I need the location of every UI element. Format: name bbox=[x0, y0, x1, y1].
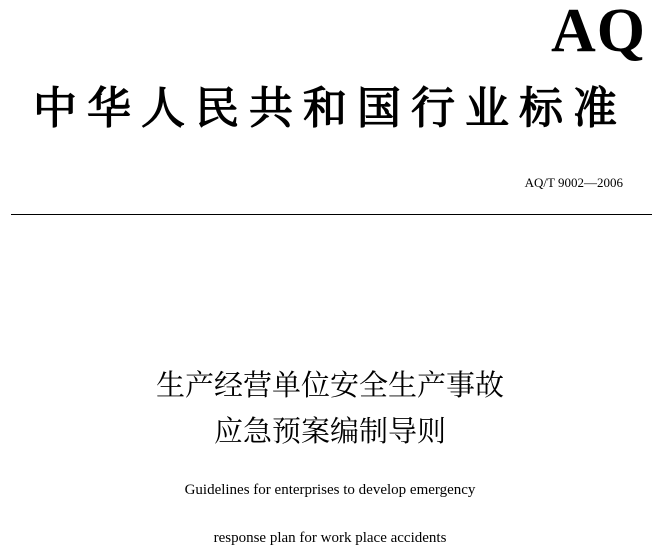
title-zh-line2: 应急预案编制导则 bbox=[213, 414, 446, 448]
title-zh-line1: 生产经营单位安全生产事故 bbox=[155, 368, 504, 402]
title-en-line2: response plan for work place accidents bbox=[213, 530, 447, 546]
standard-logo: AQ bbox=[551, 0, 646, 65]
national-standard-heading: 中华人民共和国行业标准 bbox=[33, 83, 627, 134]
standard-code: AQ/T 9002—2006 bbox=[524, 175, 623, 190]
title-en-line1: Guidelines for enterprises to develop emergency bbox=[184, 482, 476, 498]
header-divider bbox=[11, 214, 652, 215]
